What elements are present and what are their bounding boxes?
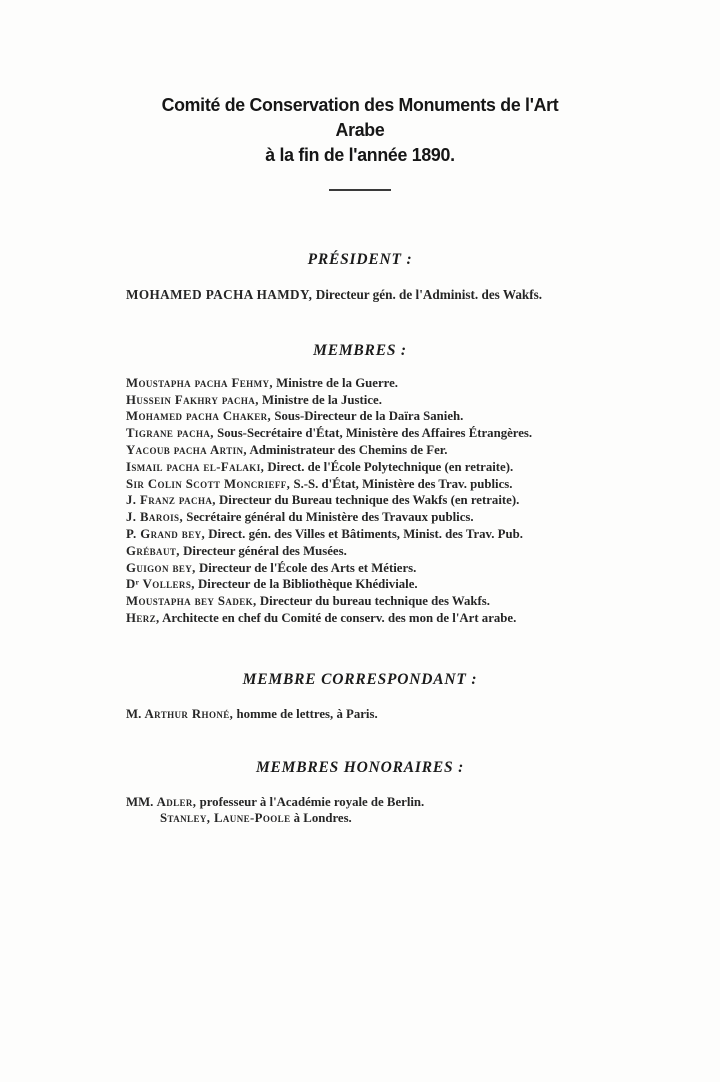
correspondant-entry: [126, 706, 594, 723]
honorary-prefix: MM.: [126, 794, 157, 809]
document-title: [135, 0, 584, 167]
member-name: Moustapha bey Sadek,: [126, 594, 257, 609]
member-role: Directeur du Bureau technique des Wakfs (en retraite).: [215, 493, 520, 508]
honorary-name: Adler,: [156, 794, 197, 809]
member-entry: [126, 442, 594, 459]
member-role: Architecte en chef du Comité de conserv. des mon de l'Art arabe.: [159, 610, 517, 625]
member-name: Guigon bey,: [126, 560, 196, 575]
member-role: Secrétaire général du Ministère des Travaux publics.: [183, 510, 474, 525]
member-name: Yacoub pacha Artin,: [126, 442, 247, 457]
honorary-name: Stanley, Laune-Poole: [160, 811, 291, 826]
member-entry: [126, 576, 594, 593]
member-role: Directeur du bureau technique des Wakfs.: [256, 594, 490, 609]
president-entry: [126, 287, 594, 304]
member-entry: [126, 610, 594, 627]
member-name: Sir Colin Scott Moncrieff,: [126, 476, 291, 491]
page-content: [126, 0, 594, 827]
president-role: Directeur gén. de l'Administ. des Wakfs.: [312, 287, 543, 302]
member-name: J. Barois,: [126, 510, 184, 525]
member-name: Dʳ Vollers,: [126, 577, 195, 592]
honorary-role: professeur à l'Académie royale de Berlin.: [196, 794, 425, 809]
member-entry: [126, 375, 594, 392]
section-heading-correspondant: MEMBRE CORRESPONDANT :: [242, 670, 478, 688]
section-heading-membres: MEMBRES :: [313, 341, 407, 359]
member-entry: [126, 459, 594, 476]
member-role: Direct. de l'École Polytechnique (en retraite).: [264, 459, 514, 474]
member-name: Mohamed pacha Chaker,: [126, 409, 272, 424]
member-name: Tigrane pacha,: [126, 426, 214, 441]
correspondant-prefix: M.: [126, 706, 145, 721]
member-role: Ministre de la Guerre.: [272, 375, 398, 390]
section-heading-honoraires: MEMBRES HONORAIRES :: [255, 758, 465, 776]
member-role: Sous-Secrétaire d'État, Ministère des Affaires Étrangères.: [213, 426, 533, 441]
member-name: Herz,: [126, 610, 160, 625]
member-name: P. Grand bey,: [126, 526, 206, 541]
member-role: Directeur de l'École des Arts et Métiers.: [195, 560, 417, 575]
member-entry: [126, 476, 594, 493]
member-entry: [126, 526, 594, 543]
member-entry: [126, 509, 594, 526]
member-role: Directeur général des Musées.: [179, 543, 347, 558]
honorary-entry: [126, 794, 594, 811]
member-entry: [126, 543, 594, 560]
member-role: Sous-Directeur de la Daïra Sanieh.: [271, 409, 464, 424]
member-entry: [126, 560, 594, 577]
member-entry: [126, 425, 594, 442]
member-name: Grébaut,: [126, 543, 180, 558]
member-role: S.-S. d'État, Ministère des Trav. publics.: [290, 476, 513, 491]
honorary-entry: [126, 810, 594, 827]
member-entry: [126, 408, 594, 425]
member-name: Ismail pacha el-Falaki,: [126, 459, 265, 474]
member-role: Ministre de la Justice.: [258, 392, 382, 407]
member-entry: [126, 492, 594, 509]
member-name: Hussein Fakhry pacha,: [126, 392, 259, 407]
title-divider-rule: [329, 189, 391, 191]
section-heading-president: PRÉSIDENT :: [307, 251, 413, 268]
member-name: Moustapha pacha Fehmy,: [126, 375, 273, 390]
president-name: MOHAMED PACHA HAMDY,: [126, 287, 313, 302]
correspondant-role: homme de lettres, à Paris.: [233, 706, 378, 721]
title-line-1: Comité de Conservation des Monuments de l'Art Arabe: [161, 94, 559, 140]
member-entry: [126, 392, 594, 409]
member-role: Direct. gén. des Villes et Bâtiments, Minist. des Trav. Pub.: [205, 526, 523, 541]
member-name: J. Franz pacha,: [126, 493, 216, 508]
correspondant-name: Arthur Rhoné,: [144, 706, 234, 721]
title-line-2: à la fin de l'année 1890.: [265, 144, 455, 165]
member-role: Administrateur des Chemins de Fer.: [247, 442, 448, 457]
honorary-role: à Londres.: [290, 811, 352, 826]
member-entry: [126, 593, 594, 610]
member-role: Directeur de la Bibliothèque Khédiviale.: [194, 577, 418, 592]
